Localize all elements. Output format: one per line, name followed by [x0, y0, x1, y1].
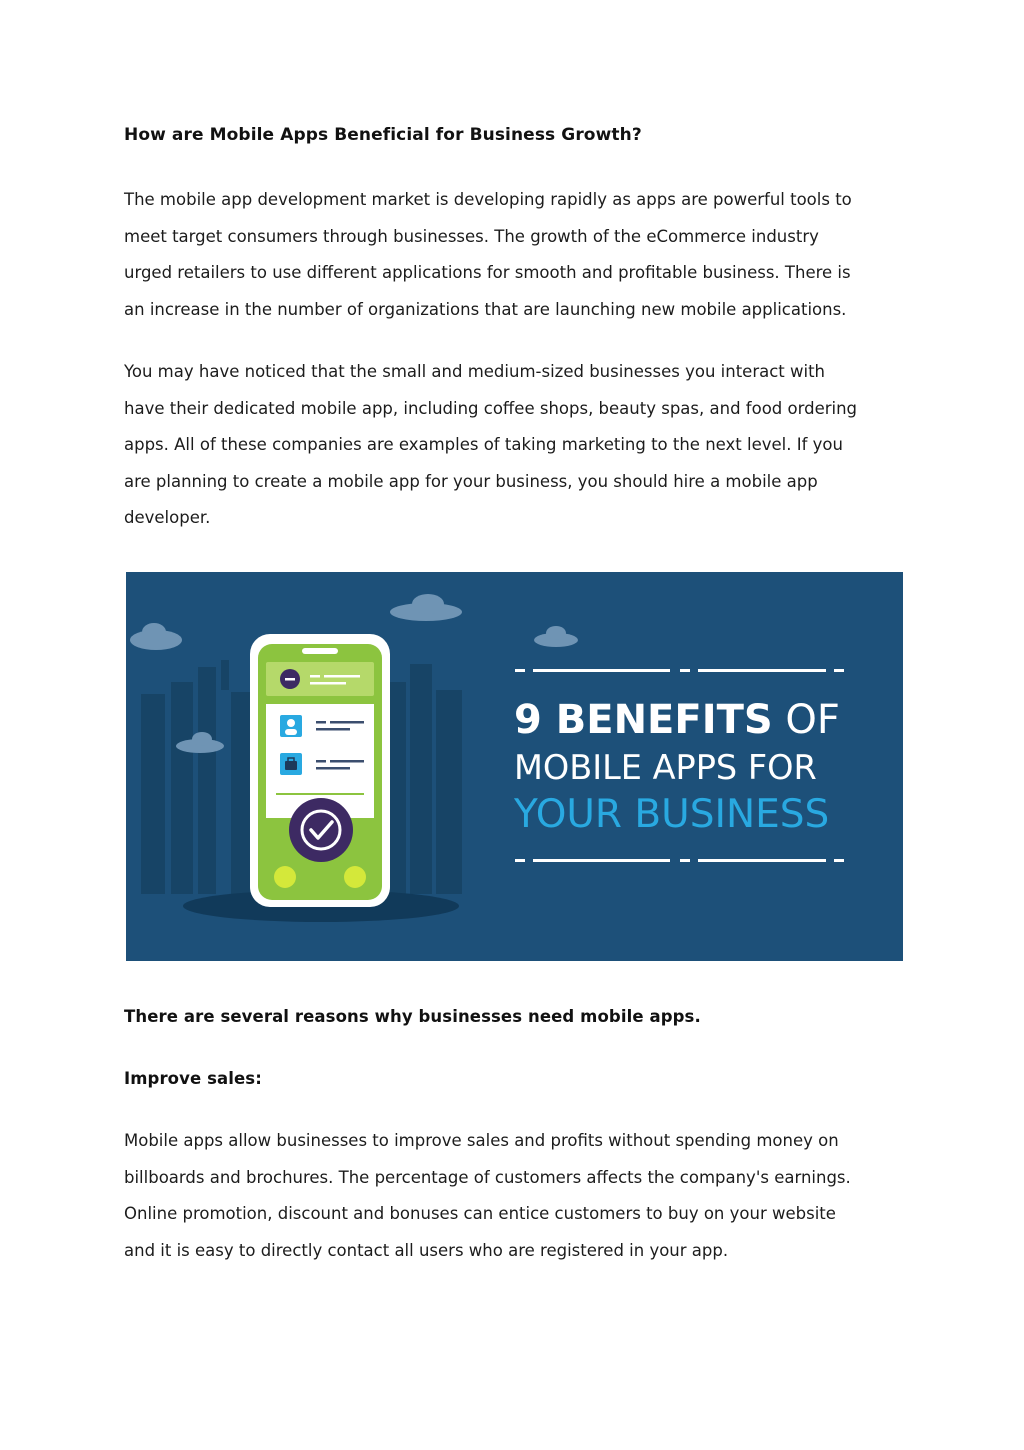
paragraph-line: and it is easy to directly contact all users who are registered in your app.: [124, 1240, 729, 1260]
paragraph-market: [124, 182, 904, 328]
check-circle-icon: [289, 798, 353, 862]
banner-line-2: MOBILE APPS FOR: [514, 748, 817, 787]
smartphone-icon: [250, 634, 390, 907]
paragraph-line: You may have noticed that the small and medium-sized businesses you interact with: [124, 362, 826, 381]
paragraph-line: have their dedicated mobile app, including coffee shops, beauty spas, and food ordering: [124, 398, 858, 418]
banner-of-text: OF: [772, 697, 840, 743]
benefits-banner-image: [126, 572, 903, 961]
paragraph-line: meet target consumers through businesses. The growth of the eCommerce industry: [124, 226, 819, 246]
paragraph-line: an increase in the number of organizations that are launching new mobile applications.: [124, 299, 847, 319]
paragraph-line: developer.: [124, 508, 211, 528]
paragraph-line: The mobile app development market is developing rapidly as apps are powerful tools to: [124, 190, 852, 209]
paragraph-line: urged retailers to use different applications for smooth and profitable business. There is: [124, 263, 851, 283]
banner-line-3: YOUR BUSINESS: [514, 792, 830, 837]
paragraph-line: Online promotion, discount and bonuses can entice customers to buy on your website: [124, 1204, 836, 1224]
paragraph-line: billboards and brochures. The percentage of customers affects the company's earnings.: [124, 1167, 851, 1187]
paragraph-line: Mobile apps allow businesses to improve sales and profits without spending money on: [124, 1131, 839, 1150]
paragraph-small-business: [124, 354, 904, 537]
paragraph-line: apps. All of these companies are examples of taking marketing to the next level. If you: [124, 435, 843, 455]
paragraph-improve-sales: [124, 1123, 904, 1269]
banner-bold-text: 9 BENEFITS: [514, 697, 773, 743]
banner-line-1: [514, 697, 874, 743]
improve-sales-heading: Improve sales:: [124, 1069, 262, 1088]
paragraph-line: are planning to create a mobile app for your business, you should hire a mobile app: [124, 471, 818, 491]
document-title: How are Mobile Apps Beneficial for Business Growth?: [124, 125, 642, 145]
reasons-subheading: There are several reasons why businesses need mobile apps.: [124, 1007, 701, 1026]
